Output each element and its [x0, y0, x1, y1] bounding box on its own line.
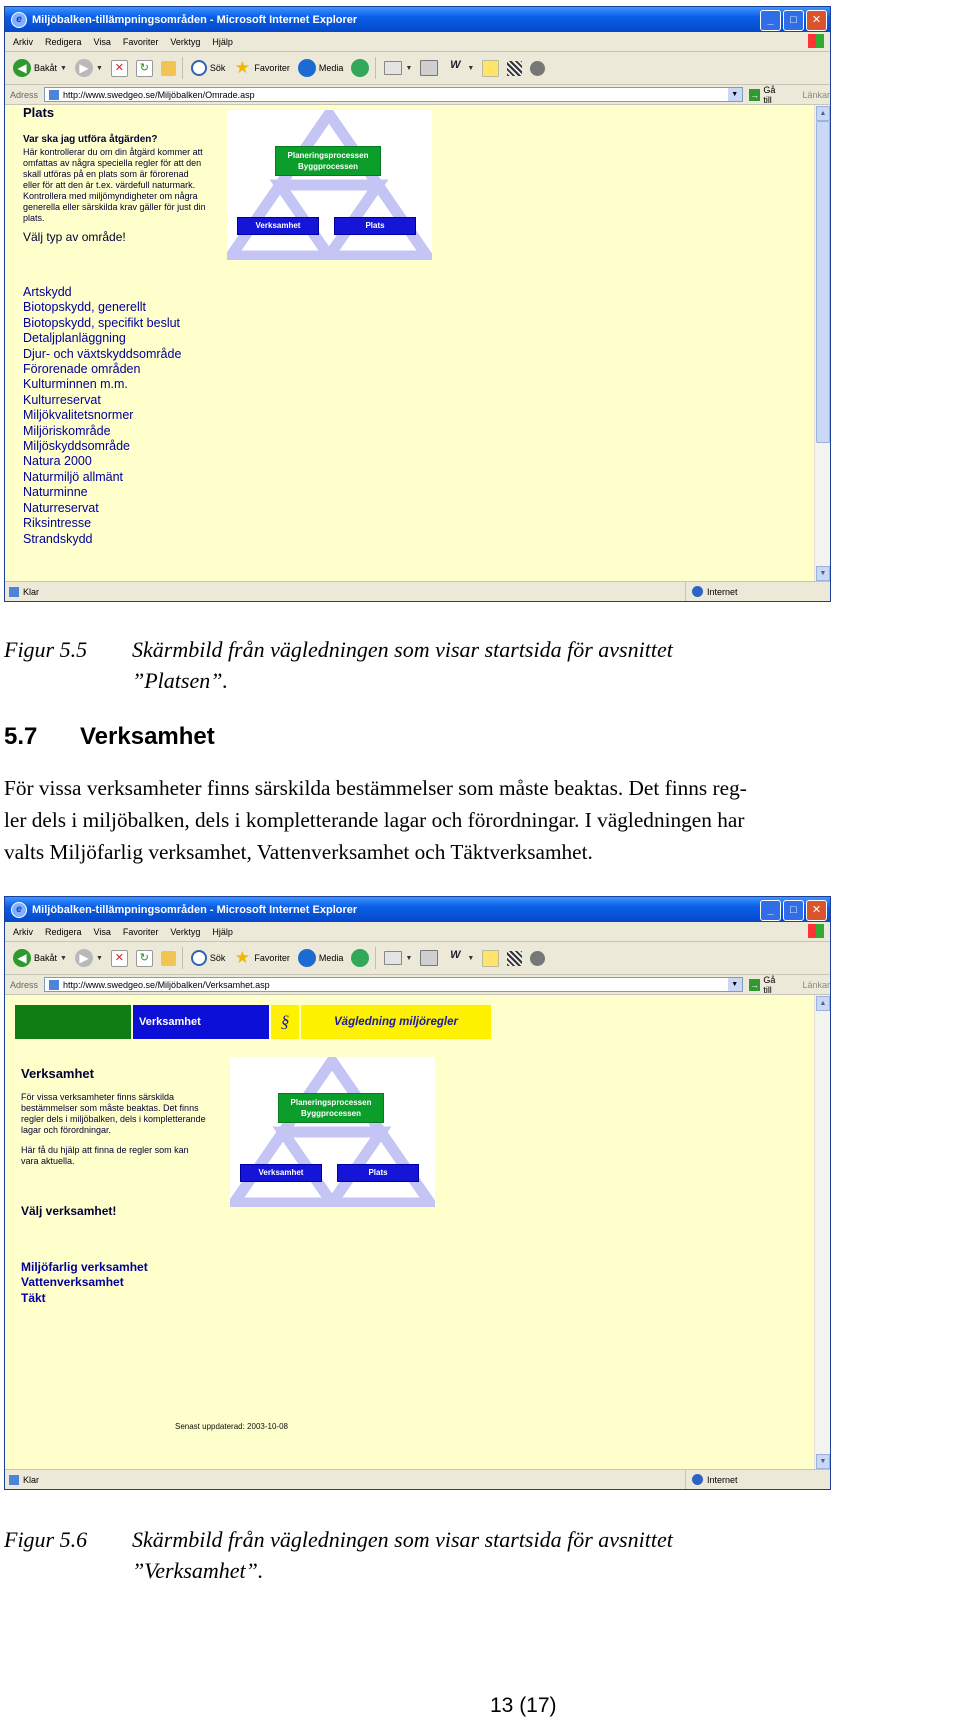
research-icon — [507, 951, 522, 966]
toolbar — [5, 942, 830, 975]
printer-icon — [420, 60, 438, 76]
messenger-icon — [530, 951, 545, 966]
vertical-scrollbar[interactable] — [814, 105, 830, 582]
note-icon — [482, 950, 499, 967]
menu-verktyg[interactable]: Verktyg — [170, 926, 201, 937]
printer-icon — [420, 950, 438, 966]
mail-icon — [384, 61, 402, 75]
favorites-button[interactable]: ★ Favoriter — [234, 948, 290, 967]
page-heading: Plats — [23, 105, 55, 120]
go-arrow-icon[interactable]: → — [750, 89, 760, 100]
word-icon: W — [450, 59, 461, 71]
dropdown-arrow-icon: ▼ — [95, 954, 103, 962]
scroll-down-icon[interactable]: ▼ — [816, 566, 830, 581]
research-icon — [507, 61, 522, 76]
page-icon — [49, 980, 59, 990]
refresh-button[interactable] — [136, 950, 153, 967]
activity-link[interactable]: Täkt — [21, 1290, 46, 1305]
ie-logo-icon: e — [11, 902, 27, 918]
menu-arkiv[interactable]: Arkiv — [13, 926, 33, 937]
vertical-scrollbar[interactable] — [814, 995, 830, 1470]
stop-icon: ✕ — [111, 60, 128, 77]
address-field[interactable] — [44, 87, 743, 102]
page-icon — [9, 1475, 19, 1485]
messenger-button[interactable] — [530, 951, 545, 966]
back-button[interactable]: ◀ Bakåt ▼ — [13, 59, 67, 77]
stop-button[interactable] — [111, 950, 128, 967]
page-viewport — [5, 995, 815, 1470]
window-title: Miljöbalken-tillämpningsområden - Microsoft Internet Explorer — [32, 13, 358, 26]
page-question: Var ska jag utföra åtgärden? — [23, 134, 158, 145]
discuss-button[interactable] — [482, 950, 499, 967]
menu-hjalp[interactable]: Hjälp — [212, 36, 233, 47]
search-icon — [191, 60, 207, 76]
figure-caption-text: Skärmbild från vägledningen som visar startsida för avsnittet ”Verksamhet”. — [132, 1527, 673, 1583]
menu-favoriter[interactable]: Favoriter — [122, 36, 159, 47]
forward-button[interactable] — [75, 949, 103, 967]
dropdown-arrow-icon: ▼ — [467, 954, 475, 962]
window-title: Miljöbalken-tillämpningsområden - Microsoft Internet Explorer — [32, 903, 358, 916]
dropdown-arrow-icon: ▼ — [467, 64, 475, 72]
plats-button[interactable]: Plats — [334, 217, 416, 235]
menu-redigera[interactable]: Redigera — [45, 36, 82, 47]
search-icon — [191, 950, 207, 966]
menu-arkiv[interactable]: Arkiv — [13, 36, 33, 47]
status-bar — [5, 1469, 830, 1489]
go-arrow-icon[interactable]: → — [750, 979, 760, 990]
paragraph-symbol: § — [271, 1005, 299, 1039]
banner-section[interactable]: Verksamhet — [133, 1005, 269, 1039]
figure-number: Figur 5.6 — [4, 1527, 88, 1552]
home-button[interactable] — [161, 61, 176, 76]
history-icon — [351, 949, 369, 967]
close-button[interactable]: ✕ — [806, 900, 827, 921]
mail-button[interactable] — [384, 951, 412, 965]
planning-process-button[interactable]: Planeringsprocessen Byggprocessen — [278, 1093, 384, 1123]
area-link[interactable]: Djur- och växtskyddsområde — [23, 346, 182, 361]
home-button[interactable] — [161, 951, 176, 966]
stop-button[interactable] — [111, 60, 128, 77]
area-link[interactable]: Natura 2000 — [23, 454, 92, 469]
planning-process-button[interactable]: Planeringsprocessen Byggprocessen — [275, 146, 381, 176]
stop-icon: ✕ — [111, 950, 128, 967]
address-field[interactable] — [44, 977, 743, 992]
back-arrow-icon: ◀ — [13, 949, 31, 967]
forward-button[interactable] — [75, 59, 103, 77]
history-button[interactable] — [351, 59, 369, 77]
refresh-button[interactable] — [136, 60, 153, 77]
page-body-1: För vissa verksamheter finns särskilda bestämmelser som måste beaktas. Det finns regler dels i miljöbalken, dels i kompletterande lagar och förordningar. — [21, 1092, 206, 1135]
security-zone: Internet — [707, 1474, 738, 1485]
area-link[interactable]: Miljöskyddsområde — [23, 439, 130, 454]
section-title: Verksamhet — [80, 723, 215, 750]
mail-button[interactable] — [384, 61, 412, 75]
scroll-down-icon[interactable]: ▼ — [816, 1454, 830, 1469]
url-text: http://www.swedgeo.se/Miljöbalken/Omrade.asp — [63, 89, 255, 100]
back-arrow-icon: ◀ — [13, 59, 31, 77]
verksamhet-button[interactable]: Verksamhet — [240, 1164, 322, 1182]
menu-favoriter[interactable]: Favoriter — [122, 926, 159, 937]
triangle-diagram — [230, 1057, 435, 1207]
area-link[interactable]: Biotopskydd, specifikt beslut — [23, 315, 181, 330]
figure-caption-text: Skärmbild från vägledningen som visar startsida för avsnittet ”Platsen”. — [132, 637, 673, 693]
home-icon — [161, 951, 176, 966]
verksamhet-button[interactable]: Verksamhet — [237, 217, 319, 235]
status-text: Klar — [23, 586, 40, 597]
area-link[interactable]: Miljökvalitetsnormer — [23, 408, 134, 423]
star-icon: ★ — [234, 948, 251, 967]
windows-flag-icon — [808, 34, 824, 48]
activity-link-list — [21, 1260, 148, 1306]
address-label: Adress — [10, 89, 39, 100]
minimize-button[interactable]: _ — [760, 900, 781, 921]
title-bar — [5, 7, 830, 32]
page-body: Här kontrollerar du om din åtgärd kommer att omfattas av några speciella regler för att den skall utföras på en plats som är förorenad eller för att den är t.ex. värdefull naturmark. Kontrollera med miljömyndigheter om några generella eller särskilda krav gäller för just din plats. — [23, 147, 206, 223]
go-button[interactable]: Gå till — [763, 84, 776, 105]
area-link[interactable]: Förorenade områden — [23, 362, 141, 377]
menu-visa[interactable]: Visa — [93, 926, 111, 937]
favorites-button[interactable]: ★ Favoriter — [234, 58, 290, 77]
address-label: Adress — [10, 979, 39, 990]
area-link[interactable]: Kulturreservat — [23, 392, 101, 407]
mail-icon — [384, 951, 402, 965]
last-updated: Senast uppdaterad: 2003-10-08 — [175, 1422, 288, 1431]
back-button[interactable]: ◀ Bakåt ▼ — [13, 949, 67, 967]
page-number: 13 (17) — [490, 1694, 557, 1717]
minimize-button[interactable]: _ — [760, 10, 781, 31]
links-button[interactable]: Länkar — [802, 89, 830, 100]
area-link[interactable]: Naturmiljö allmänt — [23, 469, 124, 484]
banner-title[interactable]: Vägledning miljöregler — [301, 1005, 491, 1039]
page-icon — [9, 587, 19, 597]
browser-window-verksamhet — [4, 896, 831, 1490]
status-bar — [5, 581, 830, 601]
media-button[interactable]: Media — [298, 59, 344, 77]
print-button[interactable] — [420, 950, 438, 966]
toolbar — [5, 52, 830, 85]
title-bar — [5, 897, 830, 922]
status-text: Klar — [23, 1474, 40, 1485]
menu-bar — [5, 922, 830, 942]
search-button[interactable]: Sök — [191, 950, 226, 966]
forward-arrow-icon: ▶ — [75, 59, 93, 77]
body-paragraph: För vissa verksamheter finns särskilda bestämmelser som måste beaktas. Det finns reg- ler dels i miljöbalken, dels i kompletterande lagar och förordningar. I vägledningen har valts Miljöfarlig verksamhet, Vattenverksamhet och Täktverksamhet. — [4, 776, 747, 864]
area-link[interactable]: Detaljplanläggning — [23, 331, 126, 346]
area-link[interactable]: Strandskydd — [23, 531, 93, 546]
menu-redigera[interactable]: Redigera — [45, 926, 82, 937]
forward-arrow-icon: ▶ — [75, 949, 93, 967]
word-icon: W — [450, 949, 461, 961]
page-icon — [49, 90, 59, 100]
area-link[interactable]: Miljöriskområde — [23, 423, 111, 438]
media-icon — [298, 949, 316, 967]
note-icon — [482, 60, 499, 77]
history-button[interactable] — [351, 949, 369, 967]
page-body-2: Här få du hjälp att finna de regler som kan vara aktuella. — [21, 1145, 189, 1166]
area-link[interactable]: Riksintresse — [23, 516, 92, 531]
page-viewport — [5, 105, 815, 582]
research-button[interactable] — [507, 61, 522, 76]
section-number: 5.7 — [4, 723, 38, 750]
menu-hjalp[interactable]: Hjälp — [212, 926, 233, 937]
refresh-icon: ↻ — [136, 60, 153, 77]
menu-bar — [5, 32, 830, 52]
plats-button[interactable]: Plats — [337, 1164, 419, 1182]
discuss-button[interactable] — [482, 60, 499, 77]
close-button[interactable]: ✕ — [806, 10, 827, 31]
star-icon: ★ — [234, 58, 251, 77]
process-diagram — [227, 110, 432, 260]
globe-icon — [692, 586, 703, 597]
activity-link[interactable]: Vattenverksamhet — [21, 1275, 124, 1290]
area-link[interactable]: Naturreservat — [23, 500, 99, 515]
browser-window-plats — [4, 6, 831, 602]
scroll-thumb[interactable] — [816, 121, 830, 443]
media-icon — [298, 59, 316, 77]
url-text: http://www.swedgeo.se/Miljöbalken/Verksamhet.asp — [63, 979, 270, 990]
scroll-up-icon[interactable]: ▲ — [816, 996, 830, 1011]
dropdown-arrow-icon: ▼ — [60, 64, 67, 72]
messenger-icon — [530, 61, 545, 76]
dropdown-arrow-icon: ▼ — [405, 954, 413, 962]
area-link[interactable]: Biotopskydd, generellt — [23, 300, 146, 315]
maximize-button[interactable]: □ — [783, 10, 804, 31]
refresh-icon: ↻ — [136, 950, 153, 967]
security-zone: Internet — [707, 586, 738, 597]
dropdown-arrow-icon: ▼ — [405, 64, 413, 72]
links-button[interactable]: Länkar — [802, 979, 830, 990]
banner-green-block — [15, 1005, 131, 1039]
home-icon — [161, 61, 176, 76]
ie-logo-icon: e — [11, 12, 27, 28]
print-button[interactable] — [420, 60, 438, 76]
edit-button[interactable] — [446, 949, 474, 967]
choose-area-label: Välj typ av område! — [23, 230, 126, 244]
scroll-up-icon[interactable]: ▲ — [816, 106, 830, 121]
area-link-list — [23, 285, 181, 547]
process-diagram — [230, 1057, 435, 1207]
globe-icon — [692, 1474, 703, 1485]
triangle-diagram — [227, 110, 432, 260]
research-button[interactable] — [507, 951, 522, 966]
address-dropdown-icon[interactable]: ▼ — [728, 978, 742, 991]
go-button[interactable]: Gå till — [763, 974, 776, 995]
windows-flag-icon — [808, 924, 824, 938]
search-button[interactable]: Sök — [191, 60, 226, 76]
messenger-button[interactable] — [530, 61, 545, 76]
activity-link[interactable]: Miljöfarlig verksamhet — [21, 1260, 148, 1274]
address-dropdown-icon[interactable]: ▼ — [728, 88, 742, 101]
address-bar — [5, 975, 830, 995]
dropdown-arrow-icon: ▼ — [95, 64, 103, 72]
page-heading: Verksamhet — [21, 1066, 94, 1081]
area-link[interactable]: Artskydd — [23, 285, 72, 299]
choose-activity-label: Välj verksamhet! — [21, 1204, 117, 1218]
history-icon — [351, 59, 369, 77]
menu-verktyg[interactable]: Verktyg — [170, 36, 201, 47]
figure-number: Figur 5.5 — [4, 637, 88, 662]
area-link[interactable]: Kulturminnen m.m. — [23, 377, 128, 392]
address-bar — [5, 85, 830, 105]
menu-visa[interactable]: Visa — [93, 36, 111, 47]
edit-button[interactable] — [446, 59, 474, 77]
dropdown-arrow-icon: ▼ — [60, 954, 67, 962]
maximize-button[interactable]: □ — [783, 900, 804, 921]
area-link[interactable]: Naturminne — [23, 485, 88, 500]
media-button[interactable]: Media — [298, 949, 344, 967]
